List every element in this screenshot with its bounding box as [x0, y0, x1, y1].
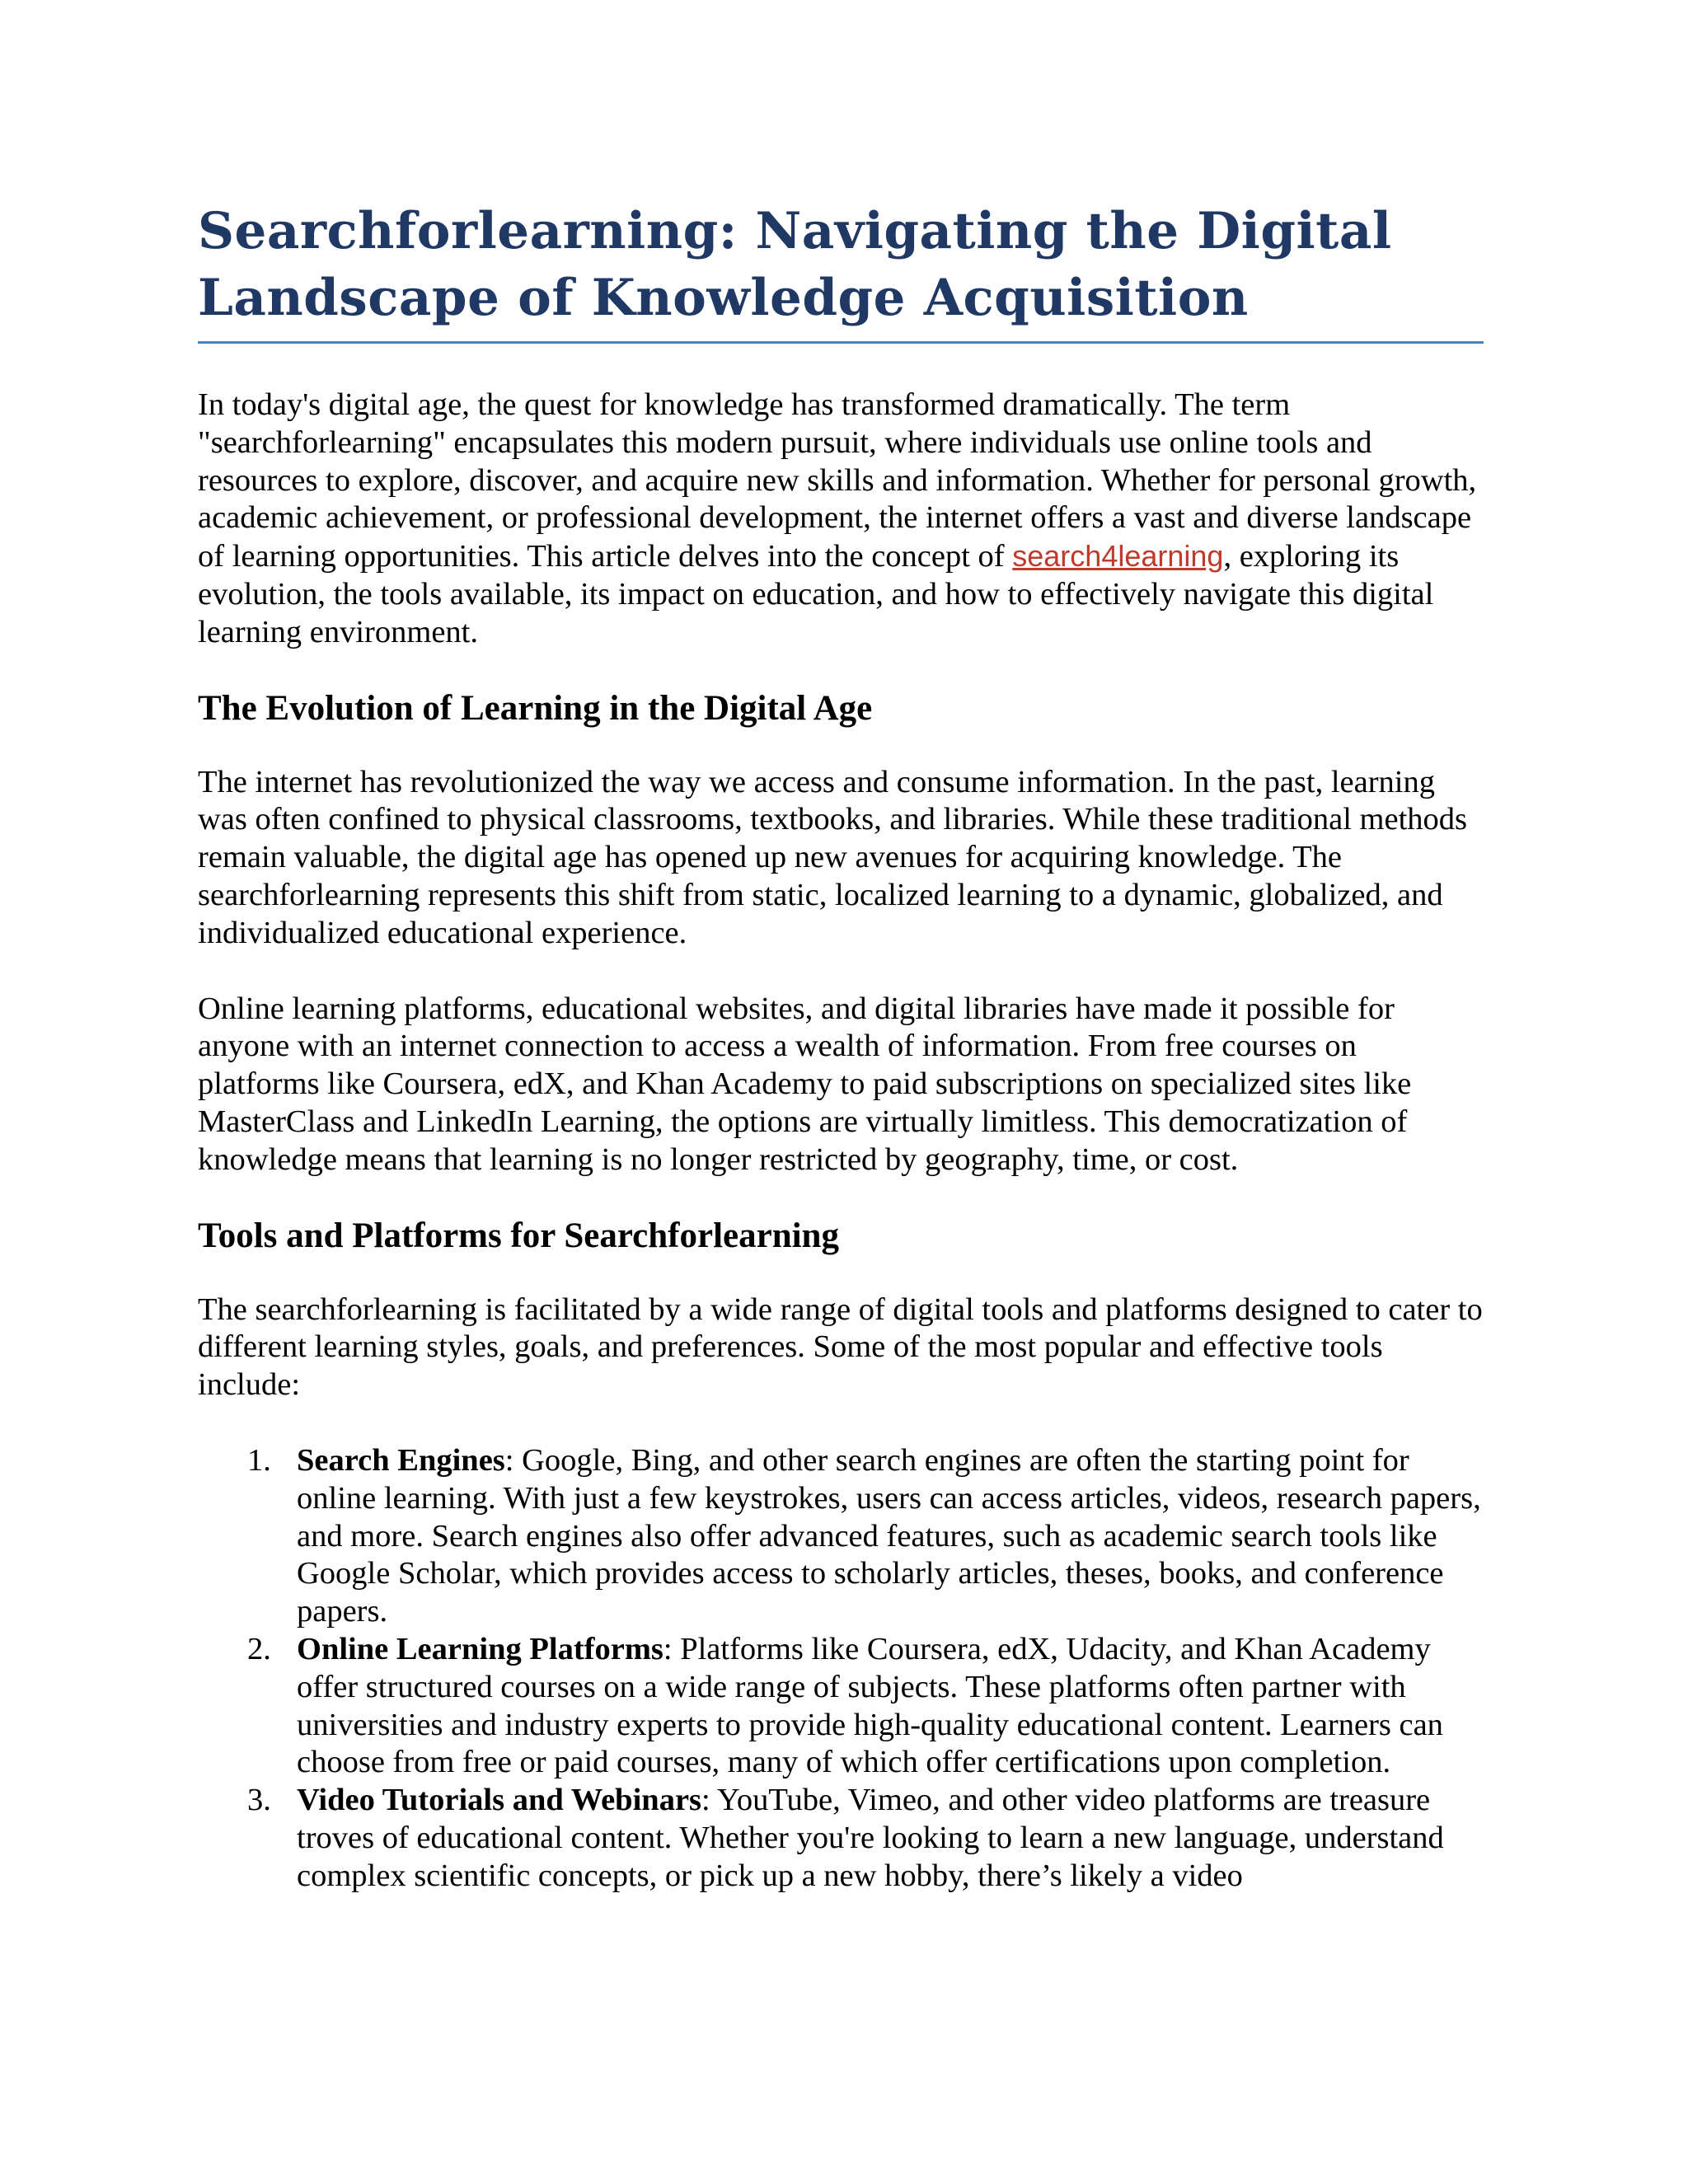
evolution-paragraph-2: Online learning platforms, educational websites, and digital libraries have made it possible for anyone with an internet connection to access a wealth of information. From free courses on platforms like Coursera, edX, and Khan Academy to paid subscriptions on specialized sites like MasterClass and LinkedIn Learning, the options are virtually limitless. This democratization of knowledge means that learning is no longer restricted by geography, time, or cost.	[198, 991, 1412, 1177]
list-item-text: : Platforms like Coursera, edX, Udacity, and Khan Academy offer structured courses on a wide range of subjects. These platforms often partner with universities and industry experts to provide high-quality educational content. Learners can choose from free or paid courses, many of which offer certifications upon completion.	[297, 1631, 1443, 1780]
intro-text-end: , exploring its evolution, the tools available, its impact on education, and how to effectively navigate this digital learning environment.	[198, 539, 1434, 649]
intro-paragraph	[198, 387, 1484, 652]
document-title: Searchforlearning: Navigating the Digital Landscape of Knowledge Acquisition	[198, 198, 1484, 344]
list-item-number: 1.	[247, 1442, 271, 1478]
list-item	[198, 1442, 1484, 1631]
section-heading-evolution: The Evolution of Learning in the Digital Age	[198, 688, 873, 728]
list-item-number: 2.	[247, 1631, 271, 1666]
list-item	[198, 1631, 1484, 1782]
list-item-term: Online Learning Platforms	[297, 1631, 663, 1666]
search4learning-link[interactable]: search4learning	[1012, 539, 1224, 574]
list-item-number: 3.	[247, 1783, 271, 1818]
section-heading-tools: Tools and Platforms for Searchforlearning	[198, 1216, 839, 1255]
list-item	[198, 1782, 1484, 1895]
list-item-term: Search Engines	[297, 1442, 505, 1478]
evolution-paragraph-1: The internet has revolutionized the way we access and consume information. In the past, learning was often confined to physical classrooms, textbooks, and libraries. While these traditional methods remain valuable, the digital age has opened up new avenues for acquiring knowledge. The searchforlearning represents this shift from static, localized learning to a dynamic, globalized, and individualized educational experience.	[198, 764, 1467, 950]
intro-text-start: In today's digital age, the quest for knowledge has transformed dramatically. The term "searchforlearning" encapsulates this modern pursuit, where individuals use online tools and resources to explore, discover, and acquire new skills and information. Whether for personal growth, academic achievement, or professional development, the internet offers a vast and diverse landscape of learning opportunities. This article delves into the concept of	[198, 387, 1477, 574]
tools-list	[198, 1442, 1484, 1896]
document-page	[198, 198, 1484, 1896]
list-item-text: : YouTube, Vimeo, and other video platforms are treasure troves of educational content. Whether you're looking to learn a new language, understand complex scientific concepts, or pick up a new hobby, there’s likely a video	[297, 1783, 1444, 1893]
list-item-term: Video Tutorials and Webinars	[297, 1783, 702, 1818]
tools-intro-paragraph: The searchforlearning is facilitated by a wide range of digital tools and platforms designed to cater to different learning styles, goals, and preferences. Some of the most popular and effective tools include:	[198, 1291, 1483, 1403]
list-item-text: : Google, Bing, and other search engines are often the starting point for online learning. With just a few keystrokes, users can access articles, videos, research papers, and more. Search engines also offer advanced features, such as academic search tools like Google Scholar, which provides access to scholarly articles, theses, books, and conference papers.	[297, 1442, 1481, 1629]
